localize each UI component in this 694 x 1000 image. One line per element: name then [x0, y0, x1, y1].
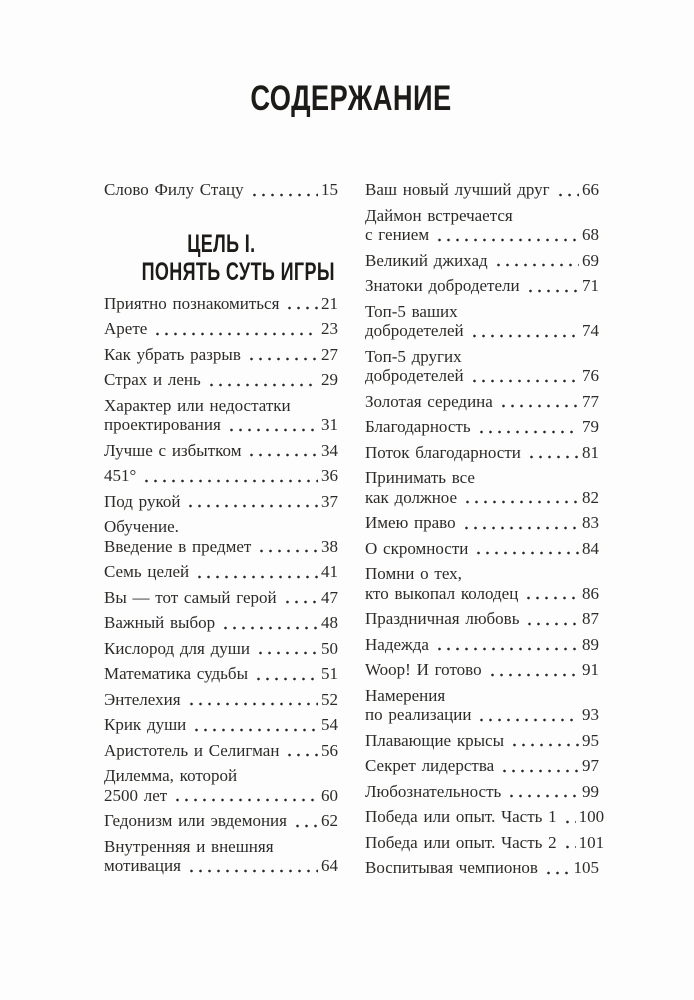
toc-entry: [365, 858, 599, 878]
dot-leader: [469, 379, 579, 383]
toc-entry-line: [104, 588, 338, 608]
toc-entry-title: Аристотель и Селигман: [104, 740, 280, 760]
toc-entry-title: Под рукой: [104, 491, 181, 511]
page-number: 71: [582, 276, 599, 295]
dot-leader: [206, 383, 318, 387]
toc-entry-line: [365, 584, 599, 604]
dot-leader: [186, 869, 318, 873]
toc-entry-line: [365, 832, 605, 853]
dot-leader: [256, 549, 318, 553]
page-title: СОДЕРЖАНИЕ: [250, 79, 453, 118]
toc-entry-line: [365, 251, 599, 271]
toc-entry-line: [365, 366, 599, 386]
page-number: 95: [582, 730, 599, 750]
page-number: 79: [582, 417, 599, 436]
dot-leader: [253, 677, 318, 681]
page-number: 29: [321, 370, 338, 389]
toc-entry: [104, 370, 338, 390]
dot-leader: [562, 845, 576, 849]
dot-leader: [255, 651, 318, 655]
toc-entry: [104, 492, 338, 512]
toc-entry-title: добродетелей: [365, 321, 464, 340]
toc-entry: [365, 539, 599, 559]
toc-entry-title: Имею право: [365, 513, 456, 532]
page-number: 36: [321, 466, 338, 485]
toc-entry-title: Кислород для души: [104, 638, 250, 658]
dot-leader: [292, 824, 318, 828]
toc-entry-title: мотивация: [104, 856, 181, 875]
toc-entry-line: [104, 690, 338, 710]
toc-entry-line: [365, 756, 599, 776]
page-number: 100: [578, 807, 605, 826]
toc-content: [104, 0, 605, 884]
page-number: 99: [582, 781, 599, 801]
toc-entry-line: [104, 294, 338, 314]
toc-entry-line: [104, 537, 338, 557]
toc-entry-line: [365, 488, 599, 508]
toc-entry-line: [104, 613, 338, 633]
dot-leader: [141, 479, 318, 483]
toc-entry: [104, 766, 338, 805]
dot-leader: [284, 753, 318, 757]
dot-leader: [473, 551, 579, 555]
dot-leader: [498, 404, 579, 408]
dot-leader: [152, 332, 318, 336]
toc-entry: [365, 635, 599, 655]
toc-entry-title: Поток благодарности: [365, 442, 521, 462]
dot-leader: [555, 193, 579, 197]
toc-entry-line: [365, 539, 599, 559]
page-number: 76: [582, 366, 599, 385]
page-number: 34: [321, 440, 338, 460]
toc-entry-line: [365, 417, 599, 437]
dot-leader: [185, 504, 318, 508]
toc-entry-line: [365, 858, 599, 878]
page-number: 89: [582, 634, 599, 654]
dot-leader: [220, 626, 318, 630]
toc-entry: [365, 756, 599, 776]
toc-entry: [365, 206, 599, 245]
toc-entry-line: [104, 856, 338, 876]
toc-entry-title: Семь целей: [104, 562, 190, 581]
page-number: 86: [582, 583, 599, 603]
toc-entry-line: Намерения: [365, 685, 446, 705]
dot-leader: [476, 718, 579, 722]
dot-leader: [226, 428, 318, 432]
toc-entry: [104, 741, 338, 761]
toc-entry: [365, 731, 599, 751]
toc-entry-title: Победа или опыт. Часть 1: [365, 807, 557, 826]
toc-entry: [104, 396, 338, 435]
toc-entry-title: Энтелехия: [104, 689, 181, 709]
page-number: 93: [582, 705, 599, 724]
dot-leader: [282, 600, 318, 604]
section-header: [104, 230, 338, 286]
toc-entry-line: [104, 562, 338, 582]
page-number: 31: [321, 415, 338, 434]
toc-entry-line: [104, 786, 338, 806]
toc-entry-line: Характер или недостатки: [104, 395, 291, 415]
dot-leader: [543, 871, 571, 875]
toc-entry-title: Знатоки добродетели: [365, 276, 520, 295]
dot-leader: [462, 500, 579, 504]
dot-leader: [249, 193, 318, 197]
toc-entry: [365, 302, 599, 341]
page-number: 74: [582, 321, 599, 340]
toc-entry-title: Победа или опыт. Часть 2: [365, 832, 557, 852]
dot-leader: [526, 455, 579, 459]
toc-entry-title: Ваш новый лучший друг: [365, 180, 550, 199]
toc-entry-title: Золотая середина: [365, 391, 493, 411]
toc-entry: [365, 276, 599, 296]
dot-leader: [284, 306, 318, 310]
toc-entry: [365, 807, 605, 827]
page-number: 51: [321, 664, 338, 683]
toc-entry-line: [104, 319, 338, 339]
toc-entry-title: Как убрать разрыв: [104, 344, 241, 364]
toc-entry-line: [365, 660, 599, 680]
toc-entry-title: 2500 лет: [104, 785, 168, 805]
page-number: 48: [321, 613, 338, 632]
dot-leader: [476, 430, 579, 434]
page-number: 15: [321, 180, 338, 199]
toc-entry-line: Внутренняя и внешняя: [104, 836, 274, 856]
toc-entry-line: [365, 180, 599, 200]
toc-entry: [365, 686, 599, 725]
toc-entry-line: [104, 415, 338, 435]
toc-entry-title: проектирования: [104, 415, 221, 434]
toc-entry-title: Математика судьбы: [104, 664, 248, 683]
toc-entry-line: [104, 715, 338, 735]
page-number: 27: [321, 344, 338, 364]
toc-entry: [104, 639, 338, 659]
page-number: 97: [582, 756, 599, 775]
toc-entry-title: Великий джихад: [365, 250, 488, 270]
toc-entry-title: Воспитывая чемпионов: [365, 858, 538, 877]
toc-entry-line: [104, 492, 338, 512]
toc-entry-title: Приятно познакомиться: [104, 293, 280, 313]
page-number: 37: [321, 491, 338, 511]
toc-entry-title: по реализации: [365, 705, 472, 724]
toc-entry-title: Страх и лень: [104, 370, 201, 389]
dot-leader: [246, 357, 318, 361]
toc-entry: [104, 811, 338, 831]
toc-entry-line: [104, 811, 338, 831]
toc-entry: [365, 564, 599, 603]
toc-entry-line: [365, 635, 599, 655]
toc-entry-line: [365, 392, 599, 412]
toc-entry-list-right: [365, 180, 605, 878]
toc-entry-title: Праздничная любовь: [365, 609, 520, 628]
toc-entry: [365, 513, 599, 533]
toc-entry-line: Принимать все: [365, 468, 475, 487]
toc-entry-title: О скромности: [365, 538, 469, 558]
page-number: 69: [582, 250, 599, 270]
toc-entry-title: Лучше с избытком: [104, 440, 242, 460]
page-number: 54: [321, 715, 338, 734]
dot-leader: [434, 238, 579, 242]
toc-entry-title: Надежда: [365, 634, 429, 654]
toc-entry: [365, 468, 599, 507]
dot-leader: [246, 453, 318, 457]
toc-entry-line: [365, 782, 599, 802]
toc-entry: [365, 782, 599, 802]
toc-entry-line: [365, 705, 599, 725]
dot-leader: [525, 289, 579, 293]
toc-entry-line: [365, 276, 599, 296]
page-number: 62: [321, 811, 338, 830]
page-number: 56: [321, 740, 338, 760]
toc-entry: [365, 660, 599, 680]
toc-entry-title: Слово Филу Стацу: [104, 180, 244, 199]
dot-leader: [172, 798, 318, 802]
page-number: 41: [321, 562, 338, 581]
toc-entry-list-left: [104, 294, 338, 876]
toc-entry: [365, 832, 605, 853]
toc-entry-title: Важный выбор: [104, 613, 216, 632]
toc-entry-title: добродетелей: [365, 366, 464, 385]
dot-leader: [506, 794, 579, 798]
page-number: 81: [582, 442, 599, 462]
toc-entry: [104, 613, 338, 633]
page-number: 60: [321, 785, 338, 805]
page-number: 47: [321, 587, 338, 607]
toc-entry: [104, 517, 338, 556]
toc-entry-line: Даймон встречается: [365, 205, 513, 225]
toc-entry-title: как должное: [365, 487, 458, 507]
page-number: 66: [582, 180, 599, 199]
toc-entry-line: [104, 180, 338, 200]
toc-entry-line: [104, 466, 338, 486]
toc-entry-line: [365, 443, 599, 463]
toc-entry-line: [365, 513, 599, 533]
dot-leader: [493, 263, 579, 267]
page-number: 82: [582, 487, 599, 507]
toc-entry-title: Секрет лидерства: [365, 756, 495, 775]
toc-entry-line: [104, 639, 338, 659]
toc-entry: [104, 837, 338, 876]
toc-entry: [365, 609, 599, 629]
toc-entry-line: [104, 741, 338, 761]
toc-entry-title: Арете: [104, 319, 148, 338]
toc-entry: [104, 441, 338, 461]
page-number: 83: [582, 513, 599, 532]
toc-entry: [104, 294, 338, 314]
toc-entry-line: [365, 731, 599, 751]
toc-entry: [365, 347, 599, 386]
toc-entry: [104, 180, 338, 200]
page-number: 21: [321, 293, 338, 313]
toc-entry: [104, 319, 338, 339]
page-number: 77: [582, 391, 599, 411]
page-number: 105: [573, 858, 599, 877]
toc-entry: [104, 466, 338, 486]
toc-entry-title: Плавающие крысы: [365, 730, 504, 750]
toc-entry: [365, 180, 599, 200]
toc-entry-line: [104, 345, 338, 365]
dot-leader: [499, 769, 579, 773]
toc-entry-line: [104, 664, 338, 684]
dot-leader: [469, 334, 579, 338]
toc-entry-line: [365, 321, 599, 341]
toc-entry-line: [365, 807, 605, 827]
toc-entry-title: кто выкопал колодец: [365, 583, 519, 603]
page-number: 64: [321, 856, 338, 875]
page-number: 52: [321, 689, 338, 709]
toc-entry-title: Любознательность: [365, 781, 502, 801]
page-title-wrap: [104, 0, 599, 118]
toc-entry: [104, 715, 338, 735]
page-number: 101: [578, 832, 605, 852]
toc-entry-title: Woop! И готово: [365, 660, 482, 679]
dot-leader: [487, 673, 579, 677]
toc-entry-title: Благодарность: [365, 417, 471, 436]
toc-entry: [365, 251, 599, 271]
toc-entry: [104, 562, 338, 582]
toc-entry-line: Топ-5 других: [365, 346, 462, 366]
toc-entry-title: с гением: [365, 225, 430, 244]
toc-entry: [365, 417, 599, 437]
toc-entry-line: Топ-5 ваших: [365, 301, 458, 321]
toc-left-column: [104, 180, 338, 884]
toc-entry-line: Дилемма, которой: [104, 766, 238, 785]
dot-leader: [194, 575, 318, 579]
toc-entry-line: [365, 225, 599, 245]
toc-entry-line: [104, 370, 338, 390]
dot-leader: [434, 647, 579, 651]
page-number: 50: [321, 638, 338, 658]
section-header-line-2: ПОНЯТЬ СУТЬ ИГРЫ: [141, 257, 335, 286]
toc-entry-line: Помни о тех,: [365, 564, 462, 583]
toc-entry: [104, 588, 338, 608]
toc-right-column: [365, 180, 605, 884]
dot-leader: [524, 622, 579, 626]
section-header-line-1: ЦЕЛЬ I.: [186, 229, 256, 258]
toc-entry-title: 451°: [104, 466, 137, 485]
toc-entry-line: [104, 441, 338, 461]
toc-entry: [104, 690, 338, 710]
page-number: 84: [582, 538, 599, 558]
toc-preface-list: [104, 180, 338, 200]
dot-leader: [461, 526, 579, 530]
toc-entry: [365, 392, 599, 412]
dot-leader: [523, 596, 579, 600]
page-number: 87: [582, 609, 599, 628]
toc-entry-line: [365, 609, 599, 629]
toc-entry: [104, 345, 338, 365]
toc-entry: [104, 664, 338, 684]
dot-leader: [562, 820, 576, 824]
dot-leader: [186, 702, 318, 706]
toc-entry-title: Вы — тот самый герой: [104, 587, 277, 607]
toc-entry-line: Обучение.: [104, 517, 179, 536]
page-number: 91: [582, 660, 599, 679]
toc-entry-title: Крик души: [104, 715, 187, 734]
dot-leader: [191, 728, 318, 732]
toc-entry: [365, 443, 599, 463]
dot-leader: [509, 743, 579, 747]
page-number: 68: [582, 225, 599, 244]
toc-entry-title: Гедонизм или эвдемония: [104, 811, 287, 830]
page-number: 23: [321, 319, 338, 338]
toc-columns: [104, 180, 605, 884]
toc-entry-title: Введение в предмет: [104, 536, 252, 556]
page-number: 38: [321, 536, 338, 556]
